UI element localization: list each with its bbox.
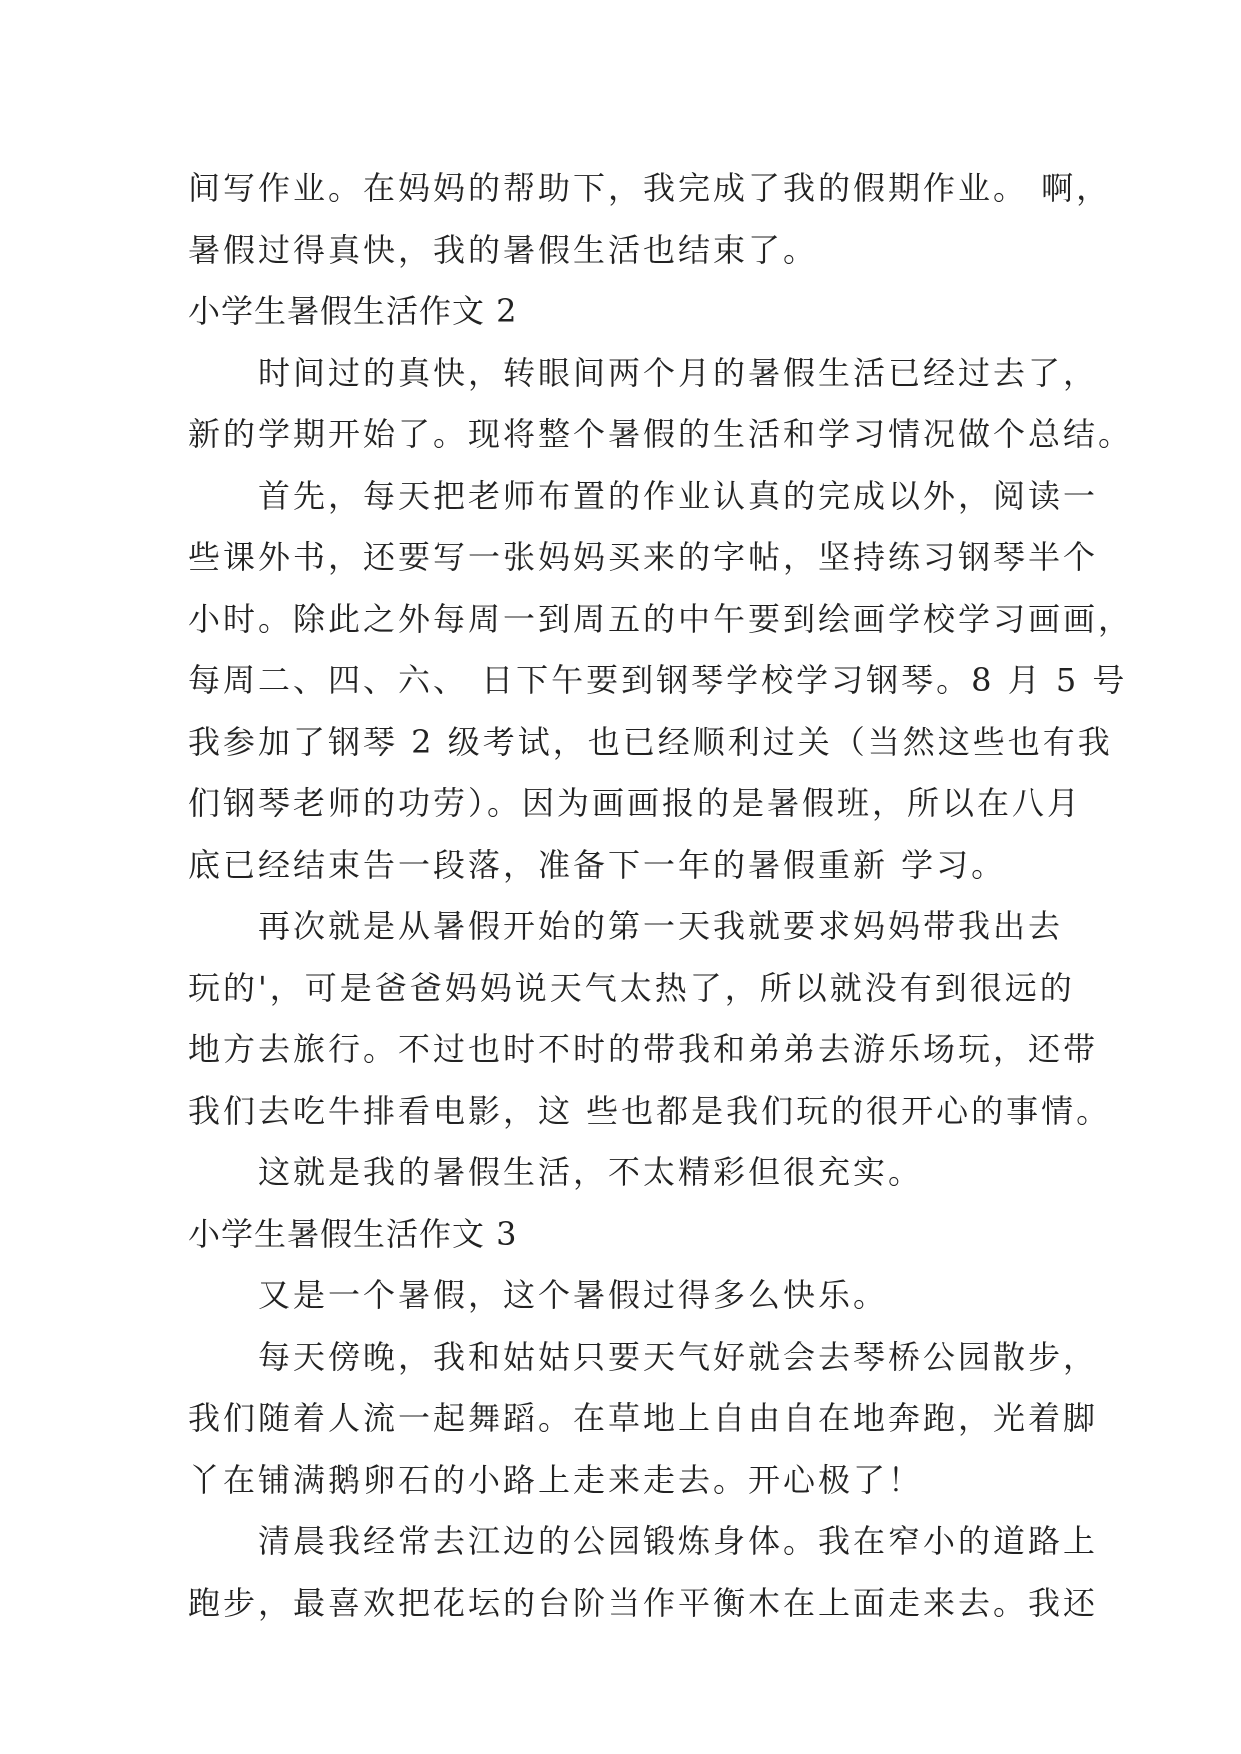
paragraph-line: 每周二、四、六、 日下午要到钢琴学校学习钢琴。8 月 5 号 <box>188 661 1128 699</box>
paragraph-line: 地方去旅行。不过也时不时的带我和弟弟去游乐场玩，还带 <box>188 1030 1099 1068</box>
paragraph-line: 间写作业。在妈妈的帮助下，我完成了我的假期作业。 啊， <box>188 169 1112 207</box>
paragraph-line: 每天傍晚，我和姑姑只要天气好就会去琴桥公园散步， <box>258 1337 1099 1376</box>
paragraph-line: 底已经结束告一段落，准备下一年的暑假重新 学习。 <box>188 845 1007 884</box>
paragraph-line: 我们去吃牛排看电影，这 些也都是我们玩的很开心的事情。 <box>188 1091 1112 1130</box>
paragraph-line: 玩的'，可是爸爸妈妈说天气太热了，所以就没有到很远的 <box>188 968 1075 1007</box>
section-heading: 小学生暑假生活作文 3 <box>188 1214 518 1253</box>
paragraph-line: 这就是我的暑假生活，不太精彩但很充实。 <box>258 1153 924 1191</box>
paragraph-line: 些课外书，还要写一张妈妈买来的字帖，坚持练习钢琴半个 <box>188 538 1099 576</box>
paragraph-line: 清晨我经常去江边的公园锻炼身体。我在窄小的道路上 <box>258 1522 1099 1560</box>
paragraph-line: 丫在铺满鹅卵石的小路上走来走去。开心极了！ <box>188 1460 924 1499</box>
paragraph-line: 跑步，最喜欢把花坛的台阶当作平衡木在上面走来去。我还 <box>188 1583 1099 1622</box>
paragraph-line: 们钢琴老师的功劳）。因为画画报的是暑假班，所以在八月 <box>188 784 1083 822</box>
paragraph-line: 再次就是从暑假开始的第一天我就要求妈妈带我出去 <box>258 907 1064 945</box>
paragraph-line: 我们随着人流一起舞蹈。在草地上自由自在地奔跑，光着脚 <box>188 1399 1099 1437</box>
paragraph-line: 我参加了钢琴 2 级考试，也已经顺利过关（当然这些也有我 <box>188 722 1113 761</box>
paragraph-line: 首先，每天把老师布置的作业认真的完成以外，阅读一 <box>258 476 1099 515</box>
paragraph-line: 又是一个暑假，这个暑假过得多么快乐。 <box>258 1276 889 1314</box>
section-heading: 小学生暑假生活作文 2 <box>188 292 518 330</box>
paragraph-line: 小时。除此之外每周一到周五的中午要到绘画学校学习画画， <box>188 599 1134 638</box>
paragraph-line: 暑假过得真快，我的暑假生活也结束了。 <box>188 230 819 269</box>
paragraph-line: 新的学期开始了。现将整个暑假的生活和学习情况做个总结。 <box>188 415 1134 453</box>
document-body <box>188 158 1134 1634</box>
paragraph-line: 时间过的真快，转眼间两个月的暑假生活已经过去了， <box>258 353 1099 392</box>
